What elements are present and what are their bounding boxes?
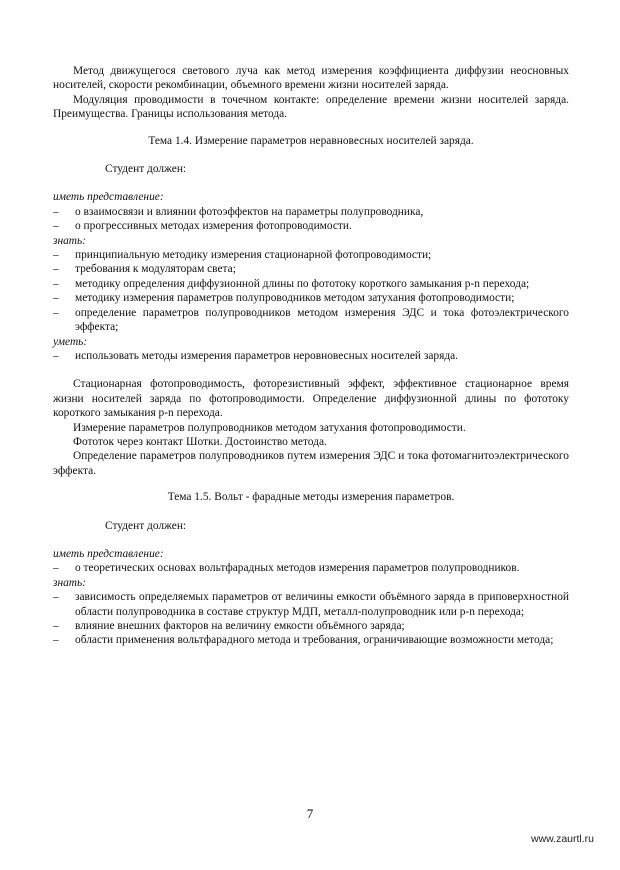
list-item: – о теоретических основах вольтфарадных методов измерения параметров полупроводников. (53, 562, 520, 575)
list-item: – зависимость определяемых параметров от величины емкости объёмного заряда в приповерхностной области полупроводника в составе структур МДП, металл-полупроводник или p-n перехода; (53, 591, 569, 618)
category-label: иметь представление: (53, 547, 164, 560)
paragraph: Фототок через контакт Шотки. Достоинство метода. (73, 435, 327, 448)
list-item: – требования к модуляторам света; (53, 263, 236, 276)
student-label: Студент должен: (105, 163, 187, 176)
website-link[interactable]: www.zaurtl.ru (530, 833, 594, 845)
paragraph: Определение параметров полупроводников путем измерения ЭДС и тока фотомагнитоэлектрического эффекта. (53, 450, 569, 477)
category-label: знать: (53, 576, 86, 589)
list-item: – методику определения диффузионной длины по фототоку короткого замыкания p-n перехода; (53, 277, 530, 290)
paragraph: Метод движущегося светового луча как метод измерения коэффициента диффузии неосновных носителей, скорости рекомбинации, объемного времени жизни носителей заряда. (53, 65, 569, 92)
student-label: Студент должен: (105, 519, 187, 532)
page-number: 7 (306, 806, 314, 821)
category-label: знать: (53, 234, 86, 247)
list-item: – принципиальную методику измерения стационарной фотопроводимости; (53, 249, 432, 262)
list-item: – о прогрессивных методах измерения фотопроводимости. (53, 220, 352, 233)
list-item: – определение параметров полупроводников методом измерения ЭДС и тока фотоэлектрического эффекта; (53, 306, 569, 334)
list-item: – области применения вольтфарадного метода и требования, ограничивающие возможности метода; (53, 634, 554, 647)
list-item: – использовать методы измерения параметров неровновесных носителей заряда. (53, 349, 459, 362)
list-item: – методику измерения параметров полупроводников методом затухания фотопроводимости; (53, 292, 515, 305)
list-item: – о взаимосвязи и влиянии фотоэффектов на параметры полупроводника, (53, 205, 424, 218)
document-body (53, 64, 569, 648)
paragraph: Измерение параметров полупроводников методом затухания фотопроводимости. (73, 421, 466, 434)
topic-heading: Тема 1.5. Вольт - фарадные методы измерения параметров. (167, 491, 455, 504)
category-label: уметь: (53, 335, 88, 348)
paragraph: Модуляция проводимости в точечном контакте: определение времени жизни носителей заряда. Преимущества. Границы использования метода. (53, 93, 569, 121)
paragraph: Стационарная фотопроводимость, фоторезистивный эффект, эффективное стационарное время жизни носителей заряда по фотопроводимости. Определение диффузионной длины по фототоку короткого замыкания p-n перехода. (53, 378, 569, 420)
list-item: – влияние внешних факторов на величину емкости объёмного заряда; (53, 620, 405, 632)
topic-heading: Тема 1.4. Измерение параметров неравновесных носителей заряда. (148, 134, 474, 147)
category-label: иметь представление: (53, 191, 164, 204)
